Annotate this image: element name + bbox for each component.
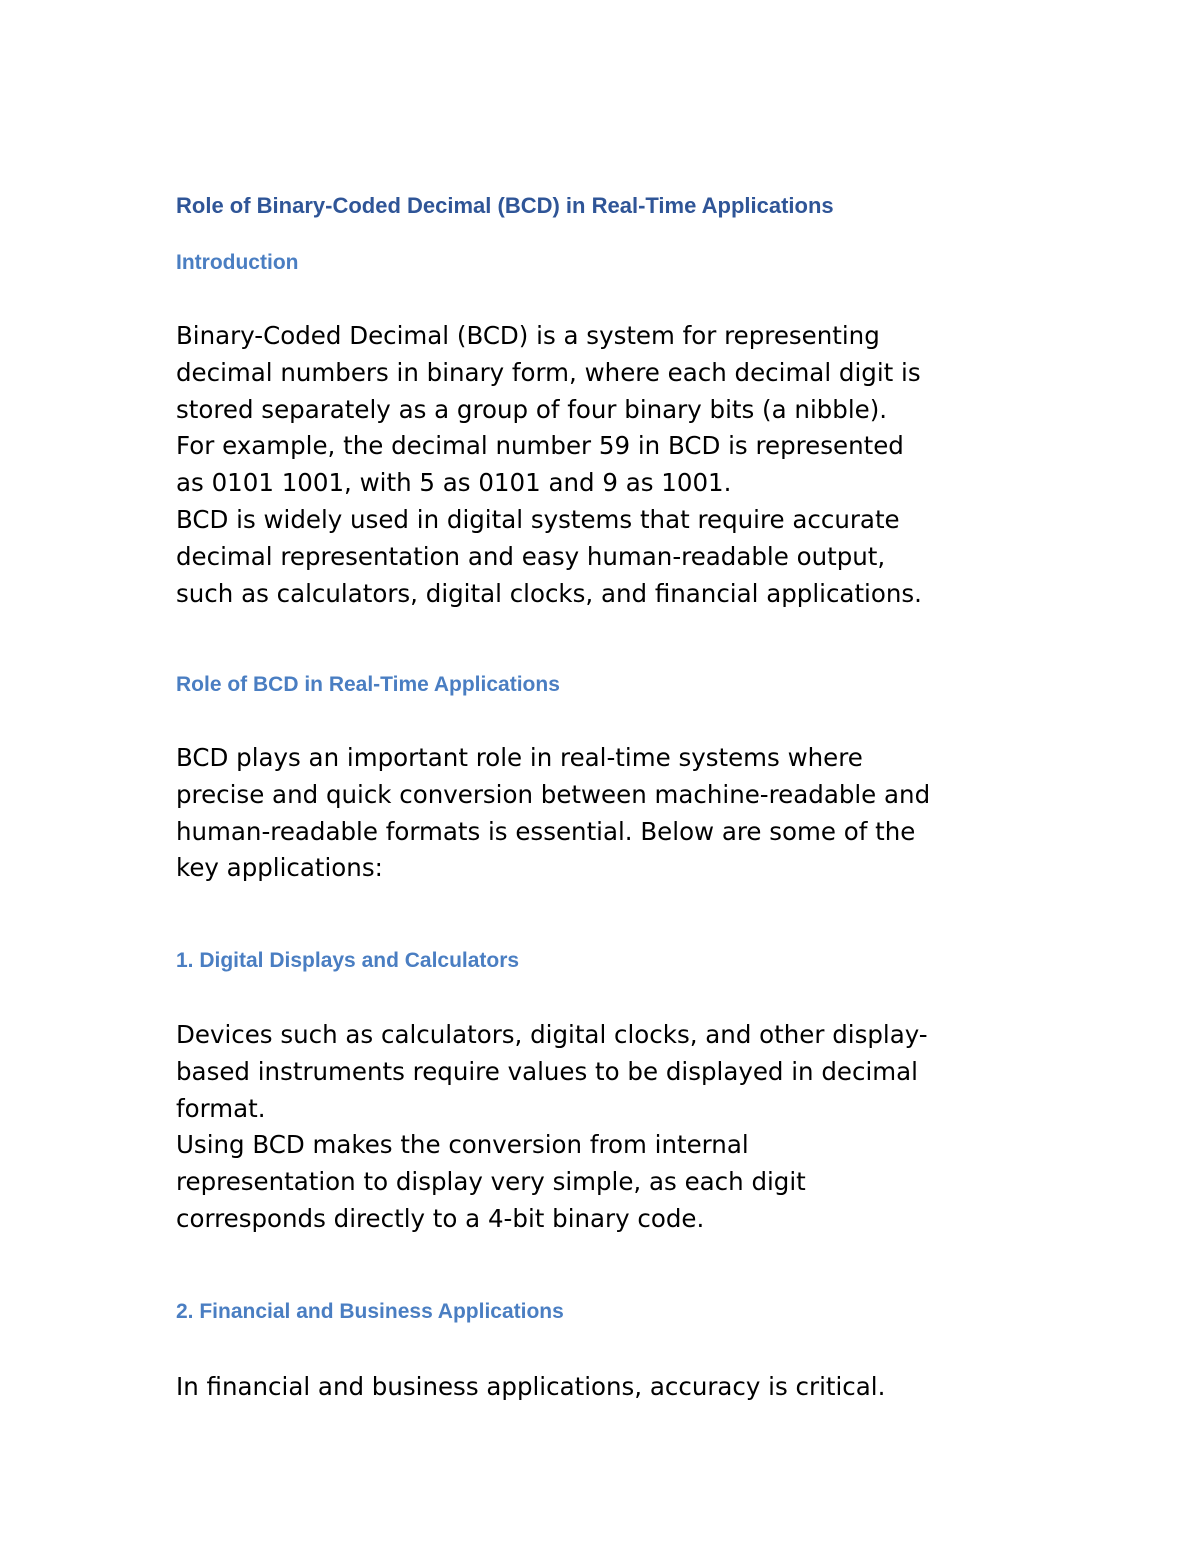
text-line: based instruments require values to be displayed in decimal bbox=[176, 1056, 918, 1086]
text-line: In financial and business applications, accuracy is critical. bbox=[176, 1372, 886, 1401]
heading-introduction: Introduction bbox=[176, 251, 299, 274]
digital-displays-paragraph bbox=[176, 1017, 1056, 1238]
text-line: Using BCD makes the conversion from internal bbox=[176, 1130, 749, 1160]
text-line: representation to display very simple, as each digit bbox=[176, 1167, 806, 1197]
text-line: precise and quick conversion between machine-readable and bbox=[176, 779, 931, 809]
text-line: key applications: bbox=[176, 853, 383, 883]
financial-paragraph bbox=[176, 1369, 1056, 1406]
text-line: Binary-Coded Decimal (BCD) is a system for representing bbox=[176, 321, 880, 350]
introduction-paragraph bbox=[176, 318, 1056, 612]
text-line: BCD plays an important role in real-time systems where bbox=[176, 743, 863, 772]
text-line: For example, the decimal number 59 in BCD is represented bbox=[176, 431, 904, 461]
heading-digital-displays: 1. Digital Displays and Calculators bbox=[176, 949, 520, 972]
heading-financial-applications: 2. Financial and Business Applications bbox=[176, 1300, 564, 1323]
text-line: stored separately as a group of four binary bits (a nibble). bbox=[176, 394, 888, 424]
text-line: decimal numbers in binary form, where each decimal digit is bbox=[176, 357, 921, 387]
document-title: Role of Binary-Coded Decimal (BCD) in Real-Time Applications bbox=[176, 193, 834, 218]
heading-role-of-bcd: Role of BCD in Real-Time Applications bbox=[176, 673, 560, 696]
text-line: such as calculators, digital clocks, and financial applications. bbox=[176, 578, 922, 608]
text-line: Devices such as calculators, digital clocks, and other display- bbox=[176, 1020, 928, 1049]
text-line: format. bbox=[176, 1093, 266, 1123]
role-paragraph bbox=[176, 740, 1056, 887]
text-line: corresponds directly to a 4-bit binary code. bbox=[176, 1203, 705, 1233]
text-line: as 0101 1001, with 5 as 0101 and 9 as 1001. bbox=[176, 468, 732, 498]
text-line: decimal representation and easy human-readable output, bbox=[176, 541, 886, 571]
text-line: BCD is widely used in digital systems that require accurate bbox=[176, 504, 900, 534]
text-line: human-readable formats is essential. Below are some of the bbox=[176, 816, 916, 846]
